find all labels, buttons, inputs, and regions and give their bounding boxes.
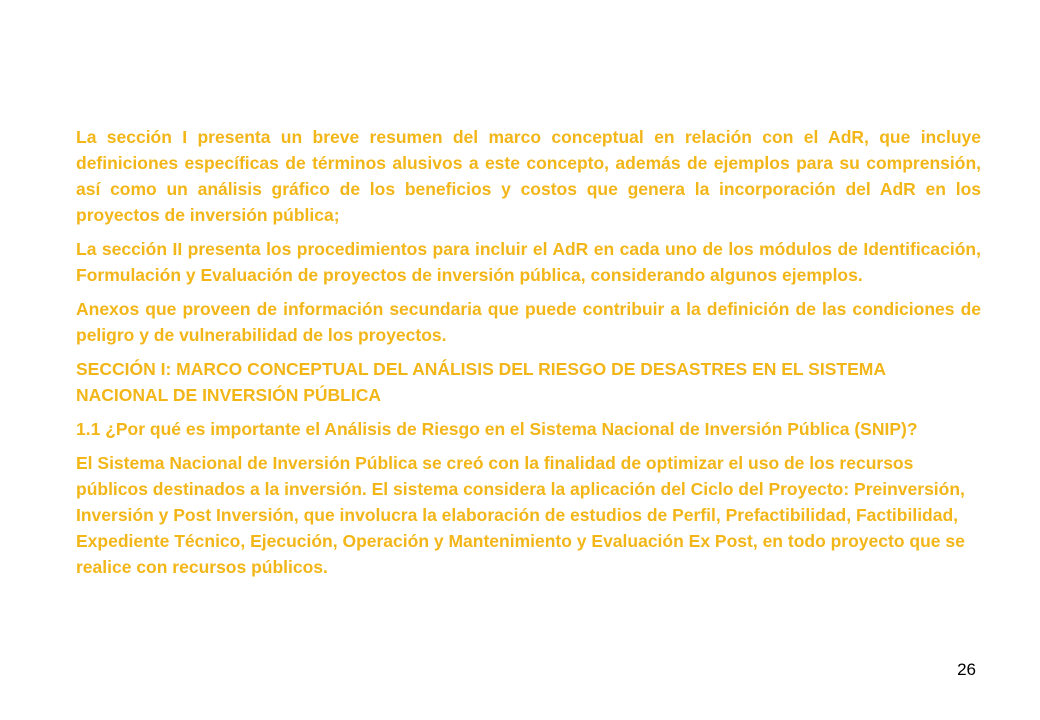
paragraph-section-i-summary: La sección I presenta un breve resumen del marco conceptual en relación con el AdR, que incluye definiciones específicas de términos alusivos a este concepto, además de ejemplos para su comprensión, así como un análisis gráfico de los beneficios y costos que genera la incorporación del AdR en los proyectos de inversión pública; bbox=[76, 127, 981, 225]
document-body bbox=[76, 124, 981, 588]
section-heading: SECCIÓN I: MARCO CONCEPTUAL DEL ANÁLISIS DEL RIESGO DE DESASTRES EN EL SISTEMA NACIONAL DE INVERSIÓN PÚBLICA bbox=[76, 359, 886, 405]
paragraph-section-ii-summary: La sección II presenta los procedimientos para incluir el AdR en cada uno de los módulos de Identificación, Formulación y Evaluación de proyectos de inversión pública, considerando algunos ejemplos. bbox=[76, 239, 981, 285]
paragraph-snip-description: El Sistema Nacional de Inversión Pública se creó con la finalidad de optimizar el uso de los recursos públicos destinados a la inversión. El sistema considera la aplicación del Ciclo del Proyecto: Preinversión, Inversión y Post Inversión, que involucra la elaboración de estudios de Perfil, Prefactibilidad, Factibilidad, Expediente Técnico, Ejecución, Operación y Mantenimiento y Evaluación Ex Post, en todo proyecto que se realice con recursos públicos. bbox=[76, 453, 965, 577]
page-number: 26 bbox=[957, 660, 976, 679]
subsection-heading: 1.1 ¿Por qué es importante el Análisis de Riesgo en el Sistema Nacional de Inversión Pública (SNIP)? bbox=[76, 419, 918, 439]
paragraph-annexes-summary: Anexos que proveen de información secundaria que puede contribuir a la definición de las condiciones de peligro y de vulnerabilidad de los proyectos. bbox=[76, 299, 981, 345]
